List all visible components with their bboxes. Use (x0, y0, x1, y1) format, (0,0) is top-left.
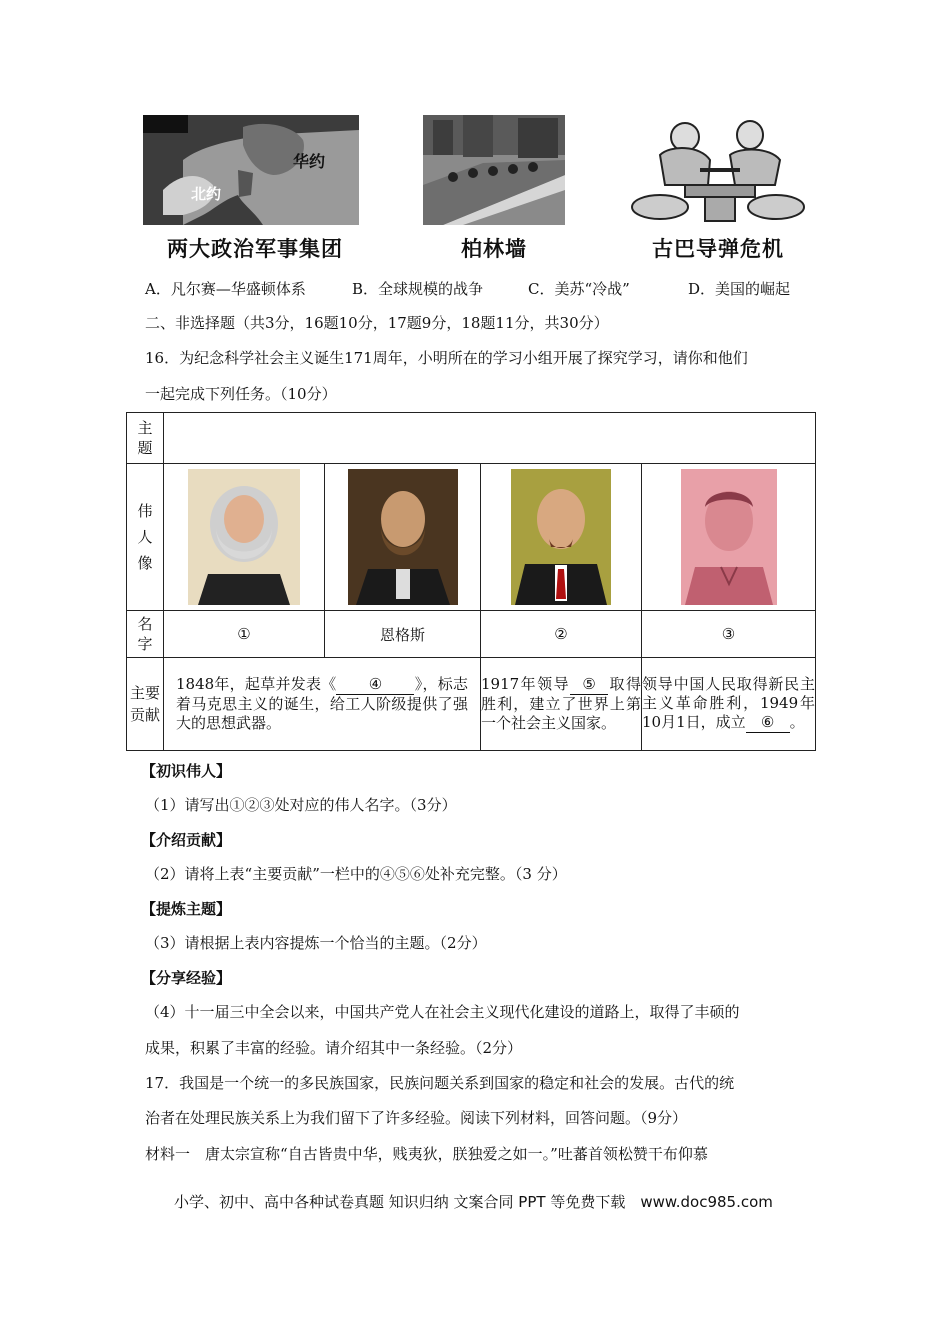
row-head-name: 名字 (127, 611, 164, 658)
q16-line1: 16．为纪念科学社会主义诞生171周年，小明所在的学习小组开展了探究学习，请你和他们 (145, 349, 748, 367)
section-title: 二、非选择题（共3分，16题10分，17题9分，18题11分，共30分） (145, 314, 609, 332)
portrait-cell-4 (642, 464, 816, 611)
heading-contribution: 【介绍贡献】 (141, 831, 232, 849)
row-head-contribution: 主要贡献 (127, 658, 164, 751)
footer-link-text: 小学、初中、高中各种试卷真题 知识归纳 文案合同 PPT 等免费下载 www.doc985.com (174, 1193, 773, 1211)
option-c: C．美苏“冷战” (528, 280, 630, 298)
contrib-lenin: 1917年领导 ⑤ 取得胜利，建立了世界上第一个社会主义国家。 (481, 658, 642, 751)
task-4-line2: 成果，积累了丰富的经验。请介绍其中一条经验。（2分） (145, 1039, 523, 1057)
berlin-wall-image (423, 115, 565, 225)
theme-cell (164, 413, 816, 464)
marx-portrait (188, 469, 300, 605)
option-a: A．凡尔赛—华盛顿体系 (145, 280, 306, 298)
portrait-cell-3 (481, 464, 642, 611)
name-cell-2: 恩格斯 (325, 611, 481, 658)
engels-portrait (348, 469, 458, 605)
q17-line2: 治者在处理民族关系上为我们留下了许多经验。阅读下列材料，回答问题。（9分） (145, 1109, 688, 1127)
blank-5: ⑤ (570, 675, 608, 695)
lenin-portrait (511, 469, 611, 605)
name-cell-1: ① (164, 611, 325, 658)
map-label-west: 北约 (191, 185, 222, 203)
contrib-marx-engels: 1848年，起草并发表《 ④ 》，标志着马克思主义的诞生，给工人阶级提供了强大的思想武器。 (164, 658, 481, 751)
portrait-cell-1 (164, 464, 325, 611)
contrib-mao: 领导中国人民取得新民主主义革命胜利，1949年10月1日，成立 ⑥ 。 (642, 658, 816, 751)
task-2: （2）请将上表“主要贡献”一栏中的④⑤⑥处补充完整。（3 分） (145, 865, 567, 883)
blank-4: ④ (336, 675, 414, 695)
great-figures-table (126, 412, 816, 751)
cuban-missile-cartoon-image (630, 115, 806, 227)
caption-berlin-wall: 柏林墙 (461, 237, 527, 261)
caption-military-blocs: 两大政治军事集团 (167, 237, 343, 261)
mao-portrait (681, 469, 777, 605)
option-b: B．全球规模的战争 (352, 280, 484, 298)
heading-identify: 【初识伟人】 (141, 762, 232, 780)
row-head-portrait: 伟人像 (127, 464, 164, 611)
q17-material-1: 材料一 唐太宗宣称“自古皆贵中华，贱夷狄，朕独爱之如一。”吐蕃首领松赞干布仰慕 (145, 1145, 708, 1163)
heading-theme: 【提炼主题】 (141, 900, 232, 918)
task-4-line1: （4）十一届三中全会以来，中国共产党人在社会主义现代化建设的道路上，取得了丰硕的 (145, 1003, 740, 1021)
name-cell-4: ③ (642, 611, 816, 658)
map-image (143, 115, 359, 225)
heading-experience: 【分享经验】 (141, 969, 232, 987)
blank-6: ⑥ (746, 713, 790, 733)
caption-cuban-missile-crisis: 古巴导弹危机 (652, 237, 784, 261)
q17-line1: 17．我国是一个统一的多民族国家，民族问题关系到国家的稳定和社会的发展。古代的统 (145, 1074, 735, 1092)
task-1: （1）请写出①②③处对应的伟人名字。（3分） (145, 796, 457, 814)
q16-line2: 一起完成下列任务。（10分） (145, 385, 337, 403)
task-3: （3）请根据上表内容提炼一个恰当的主题。（2分） (145, 934, 487, 952)
map-label-east: 华约 (293, 152, 326, 171)
option-d: D．美国的崛起 (688, 280, 791, 298)
row-head-theme: 主题 (127, 413, 164, 464)
portrait-cell-2 (325, 464, 481, 611)
name-cell-3: ② (481, 611, 642, 658)
